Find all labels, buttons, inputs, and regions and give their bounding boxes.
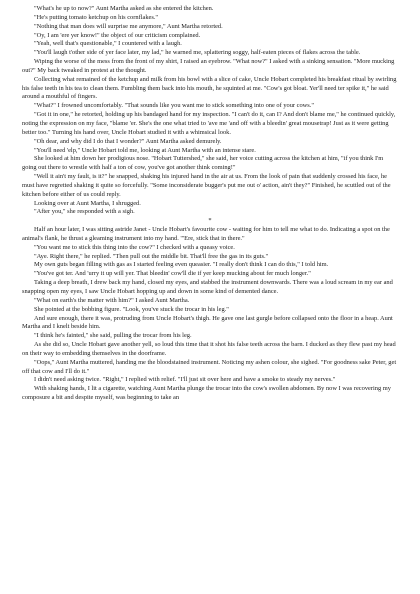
paragraph: She looked at him down her prodigious nose. "Hobart Tuttershed," she said, her voice cutting across the kitchen at him, "if you think I'm going out there to wrestle with half a ton of cow, you've got another think coming!"	[22, 155, 384, 172]
paragraph: "What's he up to now?" Aunt Martha asked as she entered the kitchen.	[34, 5, 214, 12]
paragraph: "I think he's fainted," she said, pulling the trocar from his leg.	[34, 332, 192, 340]
paragraph: "Got it in one," he retorted, holding up his bandaged hand for my inspection. "I can't do it, can I? And don't blame me," he continued quickly, noting the expression on my face, "blame 'er. She's the one what tried to 'ave me 'and off with a bleedin' great mousetrap! Just as it were getting better too." Turning his hand over, Uncle Hobart studied it with a whimsical look.	[22, 111, 396, 136]
paragraph: My own guts began filling with gas as I started feeling even queasier. "I really don't think I can do this," I told him.	[34, 261, 329, 269]
paragraph: And sure enough, there it was, protruding from Uncle Hobart's thigh. He gave one last gurgle before collapsed onto the floor in a heap. Aunt Martha and I knelt beside him.	[22, 314, 393, 331]
paragraph: "You'll laugh t'other side of yer face later, my lad," he warned me, splattering soggy, half-eaten pieces of flakes across the table.	[34, 49, 361, 57]
paragraph: "You'll need 'elp," Uncle Hobart told me, looking at Aunt Martha with an intense stare.	[34, 146, 256, 154]
paragraph: Looking over at Aunt Martha, I shrugged.	[34, 199, 141, 207]
paragraph: With shaking hands, I lit a cigarette, watching Aunt Martha plunge the trocar into the cow's swollen abdomen. By now I was recovering my composure a bit and despite myself, was beginning to take an	[22, 385, 391, 402]
paragraph: "What?" I frowned uncomfortably. "That sounds like you want me to stick something into one of your cows."	[34, 102, 314, 110]
paragraph: As she did so, Uncle Hobart gave another yell, so loud this time that it shot his false teeth across the barn. I ducked as they flew past my head on their way to embedding themselves in the doorframe.	[22, 341, 396, 357]
paragraph: "You want me to stick this thing into the cow?" I checked with a queasy voice.	[34, 243, 235, 251]
paragraph: She pointed at the bobbing figure. "Look, you've stuck the trocar in his leg."	[34, 305, 229, 313]
paragraph: Wiping the worse of the mess from the front of my shirt, I raised an eyebrow. "What now?" I asked with a sinking sensation. "More mucking out?" My back tweaked in protest at the thought.	[22, 58, 395, 74]
paragraph: "Yeah, well that's questionable," I countered with a laugh.	[34, 40, 182, 48]
paragraph: "You've got ter. And 'urry it up will yer. That bleedin' cow'll die if yer keep mucking about fer much longer."	[34, 270, 311, 278]
paragraph: Taking a deep breath, I drew back my hand, closed my eyes, and stabbed the instrument downwards. There was a loud scream in my ear and snapping open my eyes, I saw Uncle Hobart hopping up and down in some kind of demented dance.	[22, 279, 393, 295]
paragraph: "Oh dear, and why did I do that I wonder?" Aunt Martha asked demurely.	[34, 137, 222, 145]
paragraph: Collecting what remained of the ketchup and milk from his bowl with a slice of cake, Uncle Hobart completed his breakfast ritual by swirling his false teeth in his tea to clean them. Fumbling them back into his mouth, he squinted at me. "Cow's got bloat. Yer'll need ter spike it," he said around a mouthful of fingers.	[22, 75, 397, 101]
section-separator: *	[208, 217, 212, 225]
paragraph: "What on earth's the matter with him?" I asked Aunt Martha.	[34, 296, 190, 304]
paragraph: "Oops," Aunt Martha muttered, handing me the bloodstained instrument. Noticing my ashen colour, she sighed. "For goodness sake Peter, get off that cow and I'll do it."	[22, 358, 397, 375]
paragraph: I didn't need asking twice. "Right," I replied with relief. "I'll just sit over here and have a smoke to steady my nerves."	[34, 376, 336, 384]
paragraph: "He's putting tomato ketchup on his cornflakes."	[34, 13, 159, 21]
paragraph: "Oy, I am 'ere yer know!" the object of our criticism complained.	[34, 31, 201, 39]
paragraph: "Nothing that man does will surprise me anymore," Aunt Martha retorted.	[34, 22, 223, 30]
paragraph: "Aye. Right there," he replied. "Then pull out the middle bit. That'll free the gas in its guts."	[34, 252, 269, 260]
paragraph: "After you," she responded with a sigh.	[34, 208, 135, 216]
paragraph: "Well it ain't my fault, is it?" he snapped, shaking his injured hand in the air at us. From the look of pain that suddenly crossed his face, he must have regretted shaking it quite so forcefully. "Some inconsiderate bugger's put me out o' action, ain't they?" Finished, he scuttled out of the kitchen before either of us could reply.	[22, 173, 391, 198]
story-section-2	[22, 226, 398, 403]
paragraph: Half an hour later, I was sitting astride Janet - Uncle Hobart's favourite cow - waiting for him to tell me what to do. Indicating a spot on the animal's flank, he thrust a gleaming instrument into my hand. "'Ere, stick that in there."	[22, 226, 390, 242]
story-section-1	[22, 5, 398, 217]
